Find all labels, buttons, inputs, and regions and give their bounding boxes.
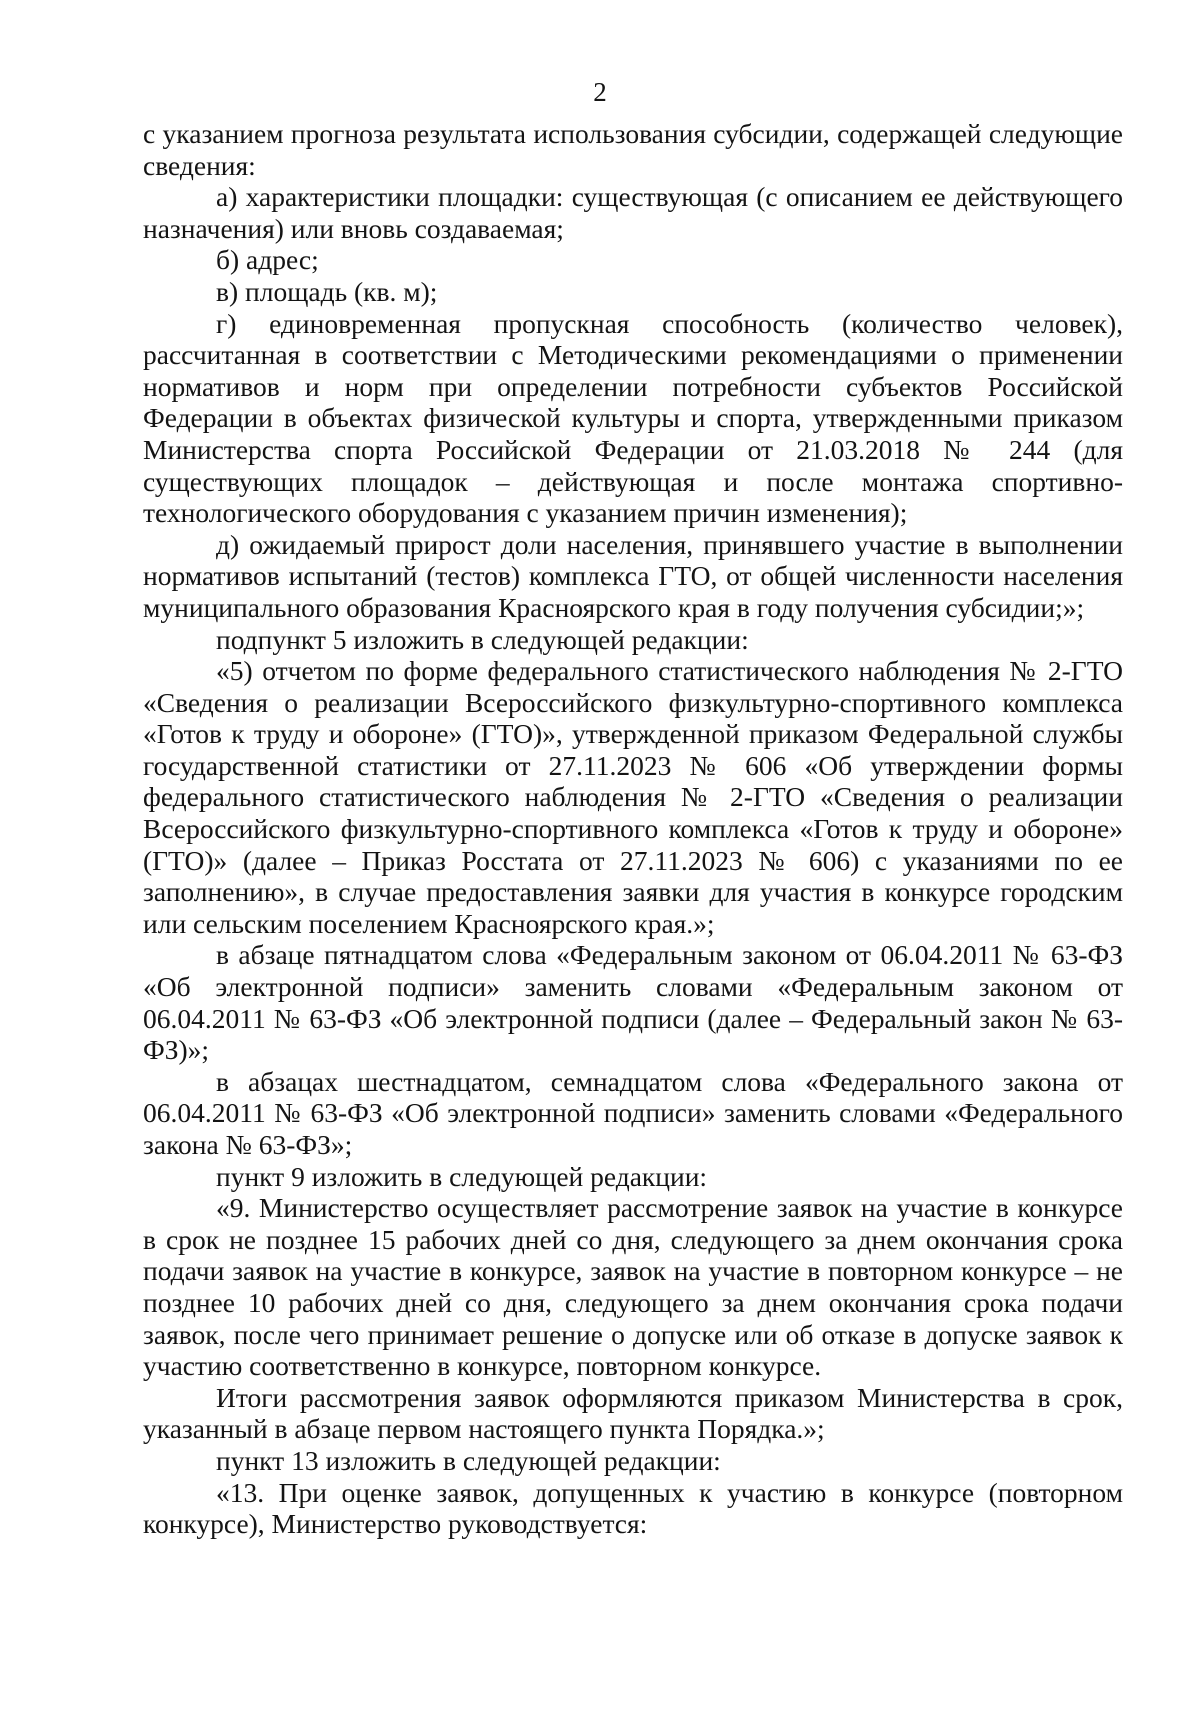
paragraph-item-a: а) характеристики площадки: существующая (с описанием ее действующего назначения) или вновь создаваемая;: [143, 181, 1123, 244]
paragraph-forecast-intro: с указанием прогноза результата использования субсидии, содержащей следующие сведения:: [143, 118, 1123, 181]
paragraph-subpoint-5-intro: подпункт 5 изложить в следующей редакции:: [216, 623, 749, 655]
paragraph-point-13-text: «13. При оценке заявок, допущенных к участию в конкурсе (повторном конкурсе), Министерство руководствуется:: [143, 1476, 1123, 1540]
paragraph-item-d: д) ожидаемый прирост доли населения, принявшего участие в выполнении нормативов испытаний (тестов) комплекса ГТО, от общей численности населения муниципального образования Красноярского края в году получения субсидии;»;: [143, 528, 1123, 623]
page-number: 2: [593, 77, 607, 107]
paragraph-item-g: г) единовременная пропускная способность (количество человек), рассчитанная в соответствии с Методическими рекомендациями о применении нормативов и норм при определении потребности субъектов Российской Федерации в объектах физической культуры и спорта, утвержденными приказом Министерства спорта Российской Федерации от 21.03.2018 № 244 (для существующих площадок – действующая и после монтажа спортивно-технологического оборудования с указанием причин изменения);: [143, 307, 1123, 529]
paragraph-abzac-16-17: в абзацах шестнадцатом, семнадцатом слова «Федерального закона от 06.04.2011 № 63-ФЗ «Об электронной подписи» заменить словами «Федерального закона № 63-ФЗ»;: [143, 1065, 1123, 1160]
paragraph-item-b: б) адрес;: [216, 244, 319, 276]
paragraph-abzac-15: в абзаце пятнадцатом слова «Федеральным законом от 06.04.2011 № 63-ФЗ «Об электронной подписи» заменить словами «Федеральным законом от 06.04.2011 № 63-ФЗ «Об электронной подписи (далее – Федеральный закон № 63-ФЗ)»;: [143, 939, 1123, 1066]
paragraph-point-9-intro: пункт 9 изложить в следующей редакции:: [216, 1160, 708, 1192]
paragraph-point-9-text: «9. Министерство осуществляет рассмотрение заявок на участие в конкурсе в срок не позднее 15 рабочих дней со дня, следующего за днем окончания срока подачи заявок на участие в конкурсе, заявок на участие в повторном конкурсе – не позднее 10 рабочих дней со дня, следующего за днем окончания срока подачи заявок, после чего принимает решение о допуске или об отказе в допуске заявок к участию соответственно в конкурсе, повторном конкурсе.: [143, 1192, 1123, 1382]
paragraph-item-v: в) площадь (кв. м);: [216, 275, 438, 307]
paragraph-point-13-intro: пункт 13 изложить в следующей редакции:: [216, 1444, 721, 1476]
paragraph-subpoint-5-text: «5) отчетом по форме федерального статистического наблюдения № 2-ГТО «Сведения о реализации Всероссийского физкультурно-спортивного комплекса «Готов к труду и обороне» (ГТО)», утвержденной приказом Федеральной службы государственной статистики от 27.11.2023 № 606 «Об утверждении формы федерального статистического наблюдения № 2-ГТО «Сведения о реализации Всероссийского физкультурно-спортивного комплекса «Готов к труду и обороне» (ГТО)» (далее – Приказ Росстата от 27.11.2023 № 606) с указаниями по ее заполнению», в случае предоставления заявки для участия в конкурсе городским или сельским поселением Красноярского края.»;: [143, 655, 1123, 939]
document-body: [143, 118, 1123, 1540]
paragraph-point-9-results: Итоги рассмотрения заявок оформляются приказом Министерства в срок, указанный в абзаце первом настоящего пункта Порядка.»;: [143, 1381, 1123, 1445]
